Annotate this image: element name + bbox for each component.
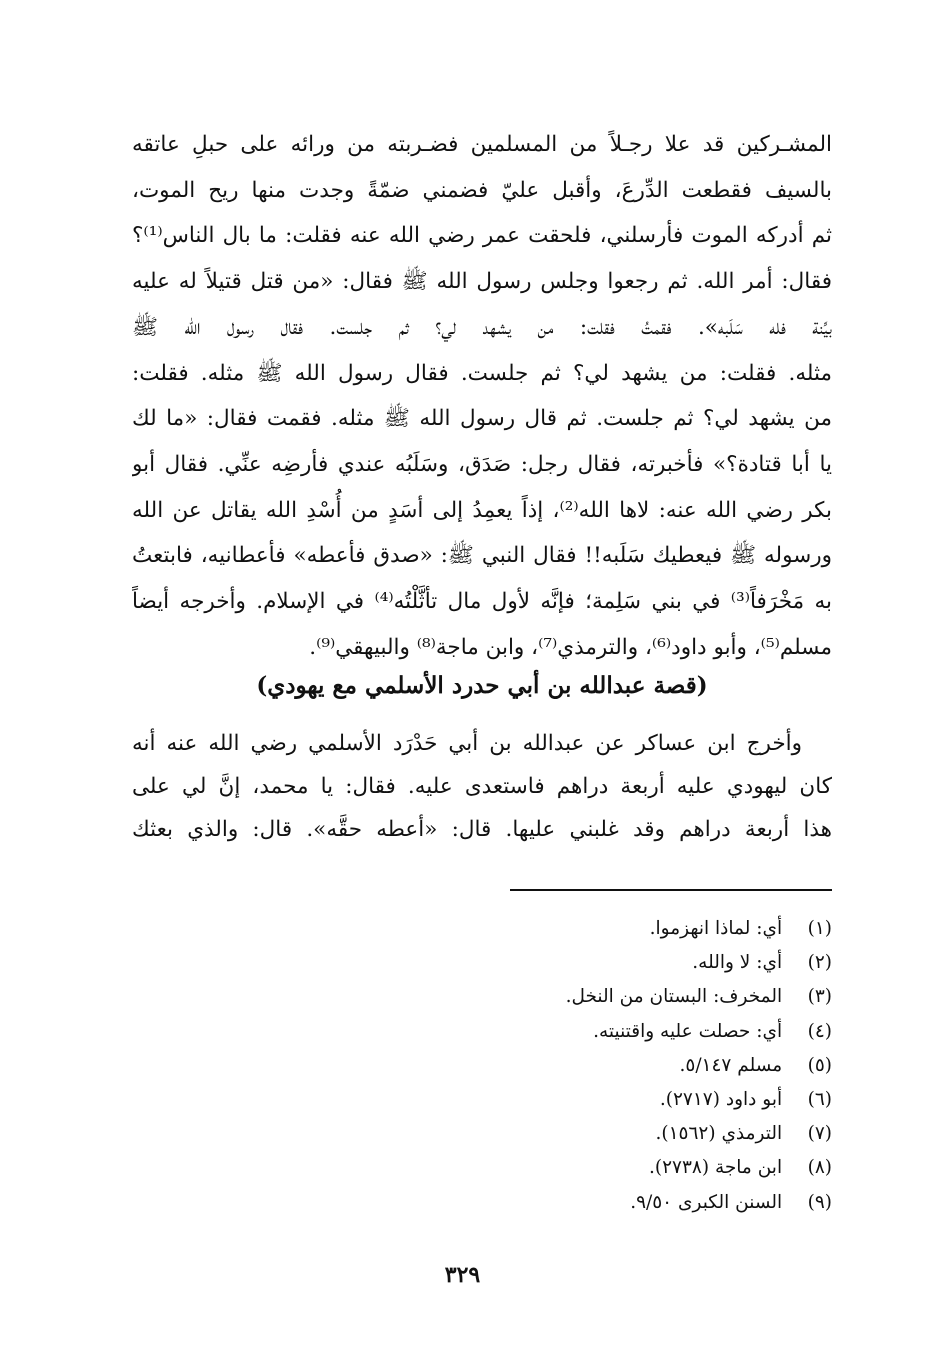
footnote-text: أبو داود (٢٧١٧).	[659, 1088, 783, 1110]
footnote-item	[412, 912, 832, 946]
section-text-line: كان ليهودي عليه أربعة دراهم فاستعدى عليه. فقال: يا محمد، إنَّ لي على	[132, 774, 832, 799]
footnote-text: أي: لا والله.	[692, 952, 783, 974]
footnote-text: الترمذي (١٥٦٢).	[655, 1123, 783, 1145]
main-text-line: من يشهد لي؟ ثم جلست. ثم قال رسول الله ﷺ مثله. فقمت فقال: «ما لك	[132, 406, 832, 432]
footnote-text: ابن ماجة (٢٧٣٨).	[648, 1157, 783, 1179]
footnote-number: (٥)	[807, 1054, 832, 1076]
section-text-line: هذا أربعة دراهم وقد غلبني عليها. قال: «أعطه حقَّه». قال: والذي بعثك	[132, 817, 832, 842]
footnote-item	[412, 1049, 832, 1083]
main-text-line: ثم أدركه الموت فأرسلني، فلحقت عمر رضي الله عنه فقلت: ما بال الناس⁽¹⁾؟	[132, 223, 832, 249]
footnote-divider	[510, 889, 832, 891]
main-text-line: ورسوله ﷺ فيعطيك سَلَبه!! فقال النبي ﷺ: «صدق فأعطه» فأعطانيه، فابتعتُ	[132, 543, 832, 569]
footnote-number: (٩)	[807, 1191, 832, 1213]
section-heading: (قصة عبدالله بن أبي حدرد الأسلمي مع يهودي)	[256, 672, 708, 699]
section-paragraph	[132, 722, 832, 851]
footnote-item	[412, 1083, 832, 1117]
main-text-line: مسلم⁽⁵⁾، وأبو داود⁽⁶⁾، والترمذي⁽⁷⁾، وابن ماجة⁽⁸⁾ والبيهقي⁽⁹⁾.	[309, 634, 832, 660]
footnote-number: (٧)	[807, 1123, 832, 1145]
footnote-item	[412, 946, 832, 980]
footnote-text: أي: حصلت عليه واقتنيته.	[593, 1020, 783, 1042]
section-text-line: وأخرج ابن عساكر عن عبدالله بن أبي حَدْرَد الأسلمي رضي الله عنه أنه	[132, 731, 802, 756]
footnote-text: المخرف: البستان من النخل.	[565, 986, 783, 1008]
main-text-line: مثله. فقلت: من يشهد لي؟ ثم جلست. فقال رسول الله ﷺ مثله. فقلت:	[132, 360, 832, 386]
footnote-number: (٨)	[807, 1157, 832, 1179]
footnotes-list	[412, 912, 832, 1220]
footnote-text: أي: لماذا انهزموا.	[649, 918, 783, 939]
main-text-line: بكر رضي الله عنه: لاها الله⁽²⁾، إذاً يعمِدُ إلى أسَدٍ من أُسْدِ الله يقاتل عن الله	[132, 497, 832, 523]
footnote-number: (٢)	[807, 952, 832, 974]
main-text-line: بيِّنة فله سَلَبه». فقمتُ فقلت: من يشهد لي؟ ثم جلست. فقال رسول الله ﷺ	[132, 314, 832, 340]
main-paragraph	[132, 122, 832, 670]
footnote-number: (٣)	[807, 986, 832, 1008]
main-text-line: يا أبا قتادة؟» فأخبرته، فقال رجل: صَدَق، وسَلَبُه عندي فأرضِه عنِّي. فقال أبو	[132, 451, 832, 477]
footnote-number: (٤)	[807, 1020, 832, 1042]
footnote-number: (٦)	[807, 1088, 832, 1110]
footnote-text: مسلم ٥/١٤٧.	[679, 1054, 783, 1076]
footnote-item	[412, 1015, 832, 1049]
footnote-item	[412, 1186, 832, 1220]
page-number: ٣٢٩	[444, 1262, 481, 1288]
main-text-line: فقال: أمر الله. ثم رجعوا وجلس رسول الله ﷺ فقال: «من قتل قتيلاً له عليه	[132, 269, 832, 295]
main-text-line: به مَخْرَفاً⁽³⁾ في بني سَلِمة؛ فإنَّه لأول مال تأثَّلْتُه⁽⁴⁾ في الإسلام. وأخرجه أيضاً	[132, 589, 832, 615]
footnote-number: (١)	[807, 918, 832, 939]
main-text-line: بالسيف فقطعت الدِّرعَ، وأقبل عليّ فضمني ضمّةً وجدت منها ريح الموت،	[132, 177, 832, 203]
footnote-text: السنن الكبرى ٩/٥٠.	[630, 1191, 783, 1213]
footnote-item	[412, 980, 832, 1014]
main-text-line: المشـركين قد علا رجـلاً من المسلمين فضـربته من ورائه على حبلِ عاتقه	[132, 132, 832, 157]
footnote-item	[412, 1117, 832, 1151]
footnote-item	[412, 1151, 832, 1185]
